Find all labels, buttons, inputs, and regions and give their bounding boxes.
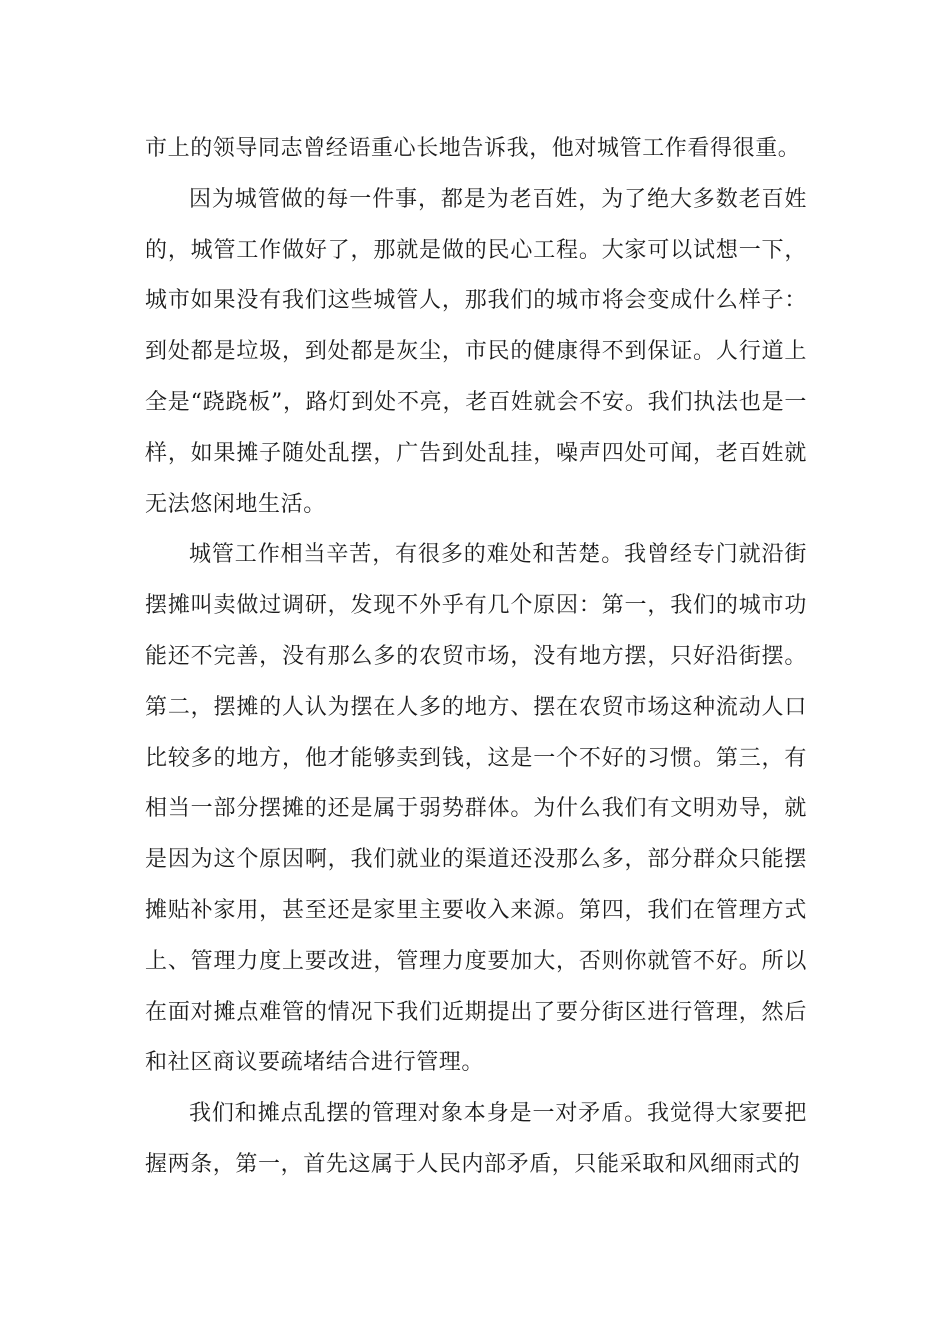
paragraph-continuation: 市上的领导同志曾经语重心长地告诉我，他对城管工作看得很重。 [145,136,801,161]
document-body [145,124,807,1191]
paragraph: 城管工作相当辛苦，有很多的难处和苦楚。我曾经专门就沿街摆摊叫卖做过调研，发现不外乎有几个原因：第一，我们的城市功能还不完善，没有那么多的农贸市场，没有地方摆，只好沿街摆。第二，摆摊的人认为摆在人多的地方、摆在农贸市场这种流动人口比较多的地方，他才能够卖到钱，这是一个不好的习惯。第三，有相当一部分摆摊的还是属于弱势群体。为什么我们有文明劝导，就是因为这个原因啊，我们就业的渠道还没那么多，部分群众只能摆摊贴补家用，甚至还是家里主要收入来源。第四，我们在管理方式上、管理力度上要改进，管理力度要加大，否则你就管不好。所以在面对摊点难管的情况下我们近期提出了要分街区进行管理，然后和社区商议要疏堵结合进行管理。 [145,542,807,1076]
paragraph: 我们和摊点乱摆的管理对象本身是一对矛盾。我觉得大家要把握两条，第一，首先这属于人民内部矛盾，只能采取和风细雨式的 [145,1101,807,1177]
paragraph: 因为城管做的每一件事，都是为老百姓，为了绝大多数老百姓的，城管工作做好了，那就是做的民心工程。大家可以试想一下，城市如果没有我们这些城管人，那我们的城市将会变成什么样子：到处都是垃圾，到处都是灰尘，市民的健康得不到保证。人行道上全是“跷跷板”，路灯到处不亮，老百姓就会不安。我们执法也是一样，如果摊子随处乱摆，广告到处乱挂，噪声四处可闻，老百姓就无法悠闲地生活。 [145,186,807,517]
